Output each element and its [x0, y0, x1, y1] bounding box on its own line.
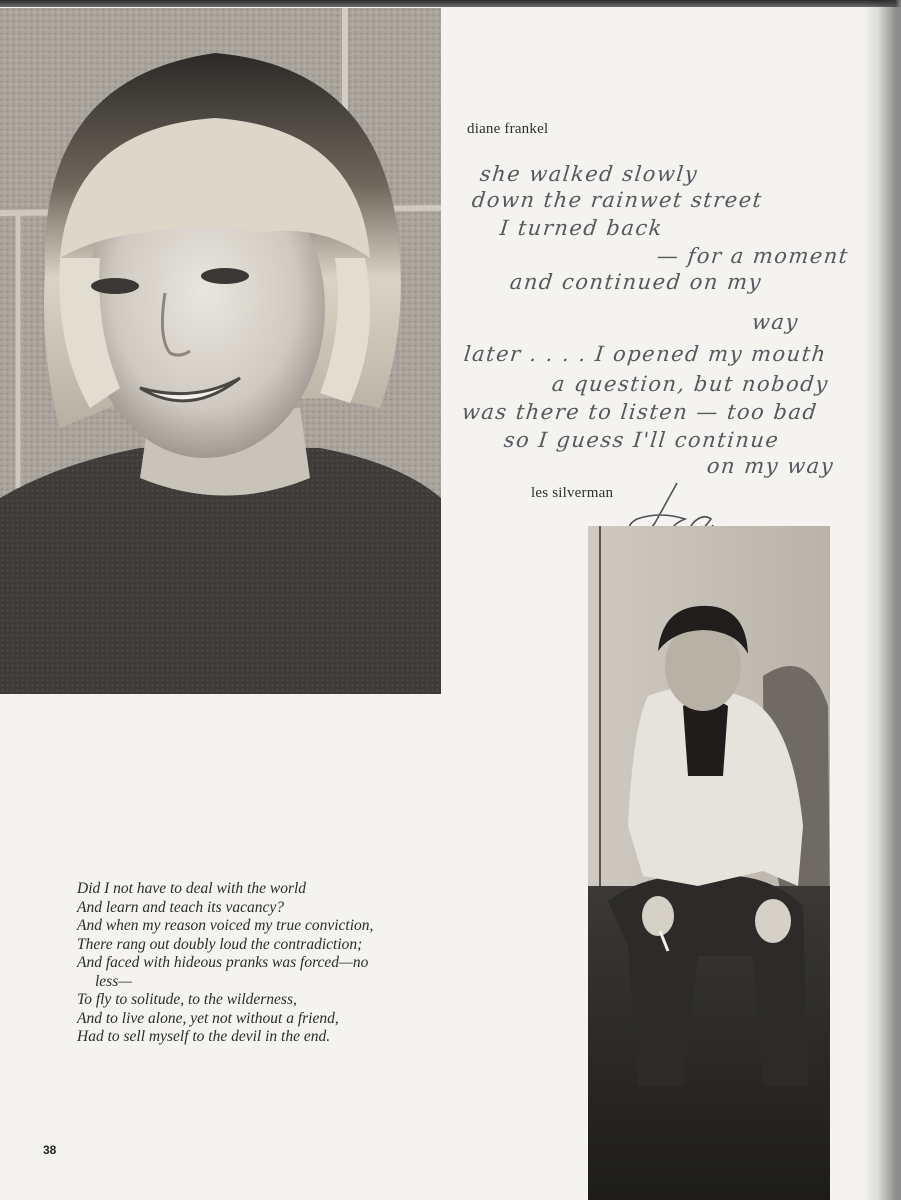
handwritten-line: — for a moment [655, 244, 851, 268]
poem-line: And to live alone, yet not without a friend, [77, 1009, 339, 1027]
handwritten-line: was there to listen — too bad [460, 400, 819, 424]
book-gutter-shadow [863, 0, 901, 1200]
page-top-edge [0, 0, 901, 7]
portrait-photo-boy [588, 526, 830, 1200]
handwritten-line: she walked slowly [478, 162, 700, 186]
handwritten-line: so I guess I'll continue [502, 428, 781, 452]
handwritten-line: I turned back [498, 216, 665, 240]
poem-line: To fly to solitude, to the wilderness, [77, 991, 297, 1008]
poem-line: And faced with hideous pranks was forced—no [77, 954, 369, 971]
poem-line: And when my reason voiced my true conviction, [77, 917, 374, 934]
handwritten-note [462, 150, 892, 490]
page-number: 38 [43, 1143, 57, 1157]
handwritten-line: a question, but nobody [550, 372, 830, 396]
poem-line: Had to sell myself to the devil in the end. [77, 1028, 331, 1045]
handwritten-line: and continued on my [508, 270, 764, 294]
poem-line: Did I not have to deal with the world [77, 880, 307, 897]
portrait-name-diane: diane frankel [467, 121, 549, 137]
poem-line: And learn and teach its vacancy? [77, 898, 285, 916]
handwritten-line: later . . . . I opened my mouth [462, 342, 829, 366]
handwritten-line: on my way [705, 454, 836, 478]
poem-text [77, 880, 497, 1047]
handwritten-line: down the rainwet street [470, 188, 764, 212]
portrait-photo-girl [0, 8, 441, 694]
poem-line: There rang out doubly loud the contradiction; [77, 935, 363, 953]
portrait-name-les: les silverman [531, 485, 614, 501]
handwritten-line: way [750, 310, 801, 334]
poem-line: less— [95, 972, 133, 990]
